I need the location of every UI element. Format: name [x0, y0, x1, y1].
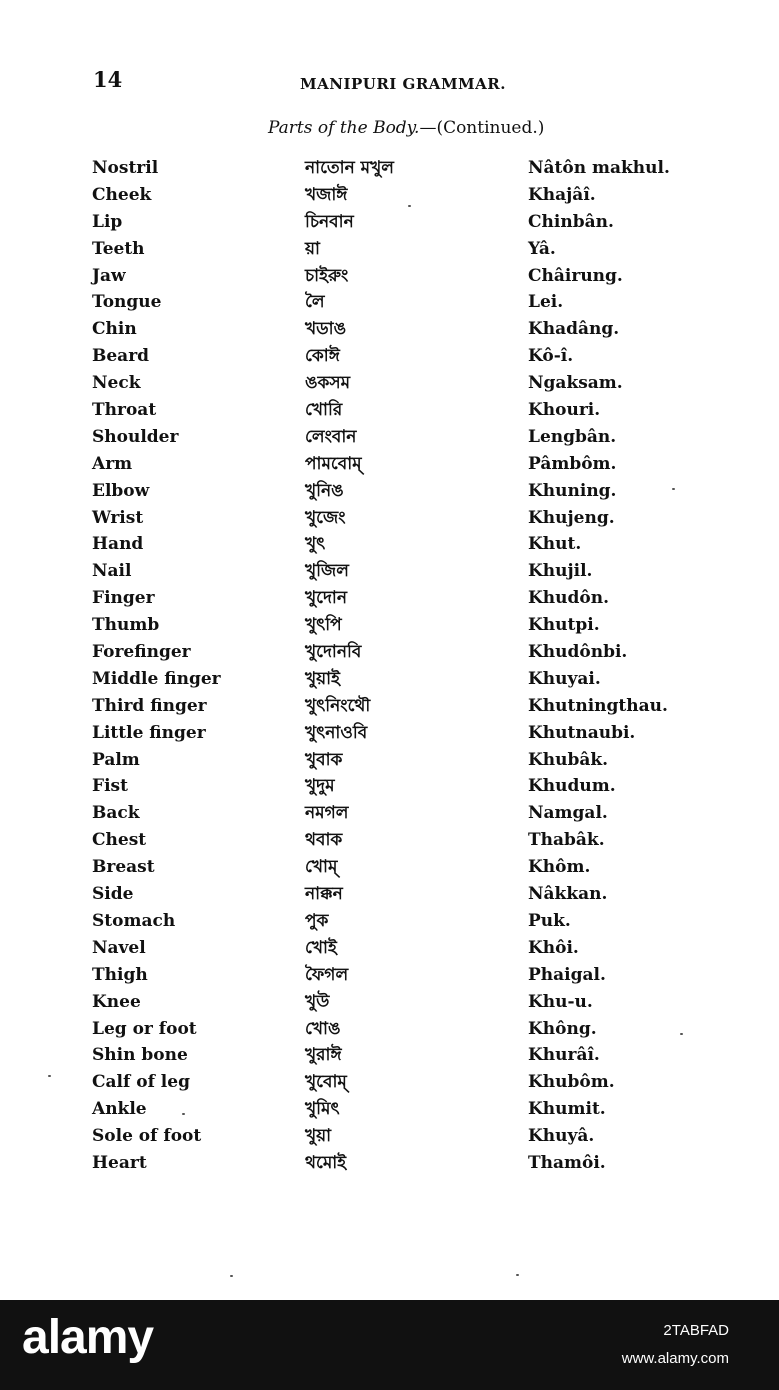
- bengali-word: পুক: [305, 910, 329, 931]
- romanized-word: Khubôm.: [528, 1072, 615, 1093]
- english-word: Hand: [92, 534, 144, 555]
- romanized-word: Puk.: [528, 910, 571, 931]
- romanized-word: Khutnaubi.: [528, 722, 636, 743]
- english-word: Middle finger: [92, 668, 221, 689]
- vocab-row: [0, 1150, 779, 1177]
- print-speck: [408, 205, 411, 207]
- english-word: Calf of leg: [92, 1072, 190, 1093]
- english-word: Shoulder: [92, 426, 179, 447]
- vocab-row: [0, 989, 779, 1016]
- vocab-row: [0, 693, 779, 720]
- vocab-row: [0, 639, 779, 666]
- romanized-word: Chinbân.: [528, 211, 614, 232]
- print-speck: [672, 488, 675, 490]
- site-url: www.alamy.com: [621, 1350, 729, 1367]
- bengali-word: ফৈগল: [305, 964, 349, 985]
- english-word: Back: [92, 803, 140, 824]
- romanized-word: Khumit.: [528, 1099, 606, 1120]
- vocab-row: [0, 316, 779, 343]
- bengali-word: লৈ: [305, 292, 325, 313]
- english-word: Navel: [92, 937, 146, 958]
- bengali-word: খুৎপি: [305, 615, 342, 636]
- romanized-word: Phaigal.: [528, 964, 606, 985]
- bengali-word: থমোই: [305, 1152, 347, 1173]
- stock-id: 2TABFAD: [663, 1322, 729, 1339]
- bengali-word: খোই: [305, 937, 337, 958]
- english-word: Thumb: [92, 615, 160, 636]
- bengali-word: খুদুম: [305, 776, 335, 797]
- bengali-word: খুৎ: [305, 534, 326, 555]
- bengali-word: খুৎনিংথৌ: [305, 695, 371, 716]
- print-speck: [516, 1274, 519, 1276]
- english-word: Chin: [92, 319, 137, 340]
- english-word: Little finger: [92, 722, 206, 743]
- romanized-word: Thamôi.: [528, 1152, 606, 1173]
- english-word: Knee: [92, 991, 141, 1012]
- vocab-row: [0, 478, 779, 505]
- vocab-row: [0, 935, 779, 962]
- english-word: Beard: [92, 346, 150, 367]
- print-speck: [182, 1113, 185, 1115]
- romanized-word: Lengbân.: [528, 426, 617, 447]
- bengali-word: চাইরুং: [305, 265, 349, 286]
- bengali-word: খুমিৎ: [305, 1099, 340, 1120]
- bengali-word: থবাক: [305, 830, 343, 851]
- bengali-word: খুবাক: [305, 749, 343, 770]
- romanized-word: Khubâk.: [528, 749, 609, 770]
- english-word: Tongue: [92, 292, 162, 313]
- english-word: Thigh: [92, 964, 148, 985]
- bengali-word: য়া: [305, 238, 320, 259]
- bengali-word: নমগল: [305, 803, 349, 824]
- romanized-word: Khujeng.: [528, 507, 615, 528]
- english-word: Cheek: [92, 184, 152, 205]
- vocab-row: [0, 720, 779, 747]
- english-word: Chest: [92, 830, 147, 851]
- vocab-row: [0, 289, 779, 316]
- vocab-row: [0, 1042, 779, 1069]
- vocab-row: [0, 343, 779, 370]
- english-word: Ankle: [92, 1099, 147, 1120]
- english-word: Leg or foot: [92, 1018, 197, 1039]
- vocab-row: [0, 397, 779, 424]
- section-heading: [268, 118, 544, 138]
- vocab-row: [0, 612, 779, 639]
- romanized-word: Khu-u.: [528, 991, 593, 1012]
- bengali-word: খুদোনবি: [305, 642, 362, 663]
- romanized-word: Khouri.: [528, 400, 601, 421]
- vocab-row: [0, 908, 779, 935]
- vocab-row: [0, 209, 779, 236]
- vocab-row: [0, 827, 779, 854]
- bengali-word: খোরি: [305, 400, 343, 421]
- vocab-row: [0, 585, 779, 612]
- romanized-word: Yâ.: [528, 238, 556, 259]
- bengali-word: খুবোম্: [305, 1072, 347, 1093]
- romanized-word: Nâtôn makhul.: [528, 158, 670, 178]
- bengali-word: খুৎনাওবি: [305, 722, 368, 743]
- english-word: Elbow: [92, 480, 150, 501]
- bengali-word: খুনিঙ: [305, 480, 344, 501]
- print-speck: [230, 1275, 233, 1277]
- bengali-word: চিনবান: [305, 211, 354, 232]
- romanized-word: Khuning.: [528, 480, 617, 501]
- vocab-row: [0, 747, 779, 774]
- romanized-word: Nâkkan.: [528, 884, 608, 905]
- section-heading-title: Parts of the Body.: [268, 118, 420, 138]
- vocab-row: [0, 505, 779, 532]
- running-head: MANIPURI GRAMMAR.: [300, 75, 506, 93]
- english-word: Side: [92, 884, 134, 905]
- bengali-word: খডাঙ: [305, 319, 347, 340]
- vocab-row: [0, 451, 779, 478]
- vocab-row: [0, 236, 779, 263]
- bengali-word: খুজিল: [305, 561, 349, 582]
- romanized-word: Khutpi.: [528, 615, 600, 636]
- print-speck: [48, 1075, 51, 1077]
- english-word: Lip: [92, 211, 123, 232]
- vocab-row: [0, 558, 779, 585]
- english-word: Forefinger: [92, 642, 191, 663]
- english-word: Breast: [92, 857, 155, 878]
- vocab-row: [0, 881, 779, 908]
- romanized-word: Lei.: [528, 292, 564, 313]
- bengali-word: খোঙ: [305, 1018, 341, 1039]
- print-speck: [680, 1033, 683, 1035]
- english-word: Third finger: [92, 695, 207, 716]
- vocab-row: [0, 854, 779, 881]
- romanized-word: Khajâî.: [528, 184, 596, 205]
- romanized-word: Khuyai.: [528, 668, 601, 689]
- bengali-word: খুউ: [305, 991, 330, 1012]
- bengali-word: পামবোম্: [305, 453, 362, 474]
- bengali-word: কোঈ: [305, 346, 340, 367]
- vocab-row: [0, 962, 779, 989]
- section-heading-suffix: —(Continued.): [419, 118, 545, 138]
- english-word: Nail: [92, 561, 132, 582]
- romanized-word: Khuyâ.: [528, 1126, 595, 1147]
- bengali-word: খোম্: [305, 857, 338, 878]
- english-word: Sole of foot: [92, 1126, 202, 1147]
- romanized-word: Namgal.: [528, 803, 608, 824]
- vocab-row: [0, 155, 779, 182]
- vocab-row: [0, 370, 779, 397]
- bengali-word: খুদোন: [305, 588, 348, 609]
- romanized-word: Pâmbôm.: [528, 453, 617, 474]
- english-word: Finger: [92, 588, 155, 609]
- bengali-word: ঙকসম: [305, 373, 351, 394]
- english-word: Teeth: [92, 238, 145, 259]
- english-word: Neck: [92, 373, 141, 394]
- english-word: Heart: [92, 1152, 147, 1173]
- vocab-row: [0, 531, 779, 558]
- bengali-word: খজাঈ: [305, 184, 348, 205]
- bengali-word: খুয়া: [305, 1126, 332, 1147]
- bengali-word: লেংবান: [305, 426, 357, 447]
- vocab-row: [0, 1016, 779, 1043]
- romanized-word: Khudum.: [528, 776, 616, 797]
- english-word: Fist: [92, 776, 128, 797]
- vocab-row: [0, 1096, 779, 1123]
- bengali-word: খুজেং: [305, 507, 346, 528]
- english-word: Throat: [92, 400, 157, 421]
- english-word: Nostril: [92, 158, 159, 178]
- english-word: Palm: [92, 749, 140, 770]
- romanized-word: Khudôn.: [528, 588, 609, 609]
- english-word: Jaw: [92, 265, 126, 286]
- romanized-word: Ngaksam.: [528, 373, 623, 394]
- romanized-word: Khutningthau.: [528, 695, 668, 716]
- vocab-row: [0, 182, 779, 209]
- romanized-word: Thabâk.: [528, 830, 605, 851]
- romanized-word: Kô-î.: [528, 346, 574, 367]
- vocab-row: [0, 800, 779, 827]
- bengali-word: খুয়াই: [305, 668, 340, 689]
- alamy-logo: alamy: [22, 1311, 154, 1364]
- romanized-word: Khut.: [528, 534, 582, 555]
- romanized-word: Không.: [528, 1018, 597, 1039]
- english-word: Shin bone: [92, 1045, 188, 1066]
- romanized-word: Khujil.: [528, 561, 593, 582]
- romanized-word: Châirung.: [528, 265, 623, 286]
- romanized-word: Khadâng.: [528, 319, 620, 340]
- english-word: Stomach: [92, 910, 176, 931]
- bengali-word: নাক্কন: [305, 884, 343, 905]
- romanized-word: Khurâî.: [528, 1045, 600, 1066]
- vocab-row: [0, 263, 779, 290]
- vocab-row: [0, 666, 779, 693]
- vocab-row: [0, 424, 779, 451]
- romanized-word: Khôi.: [528, 937, 579, 958]
- vocab-row: [0, 1123, 779, 1150]
- vocab-row: [0, 1069, 779, 1096]
- bengali-word: খুরাঈ: [305, 1045, 342, 1066]
- english-word: Arm: [92, 453, 133, 474]
- bengali-word: নাতোন মখুল: [305, 158, 394, 178]
- vocab-row: [0, 773, 779, 800]
- page-number: 14: [93, 67, 123, 92]
- romanized-word: Khôm.: [528, 857, 591, 878]
- romanized-word: Khudônbi.: [528, 642, 628, 663]
- vocabulary-list: [0, 155, 779, 1177]
- english-word: Wrist: [92, 507, 144, 528]
